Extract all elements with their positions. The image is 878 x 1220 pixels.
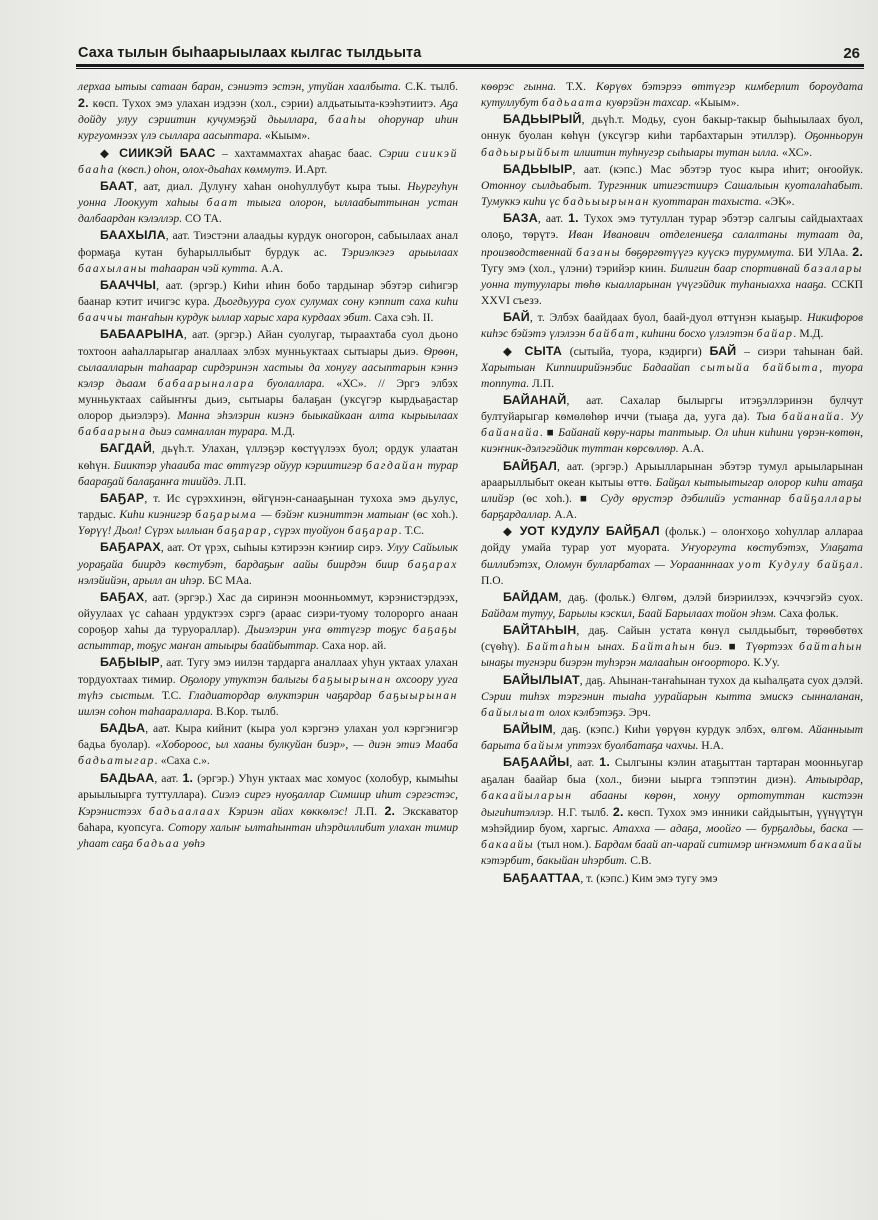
dictionary-entry: БАҔЫЫР, аат. Тугу эмэ иилэн тардарга аналлаах уһун уктаах улахан тордуохтаах тимир. Оҕолору утуктэн балыгы баҕыырынан охсоору ууга түһэ сыстым. Т.С. Гладиатордар ѳлуктэрин чаҕардар баҕыырынан иилэн соһон таһаараллара. В.Кор. тылб. (78, 655, 458, 718)
dictionary-entry: ◆ СИИКЭЙ БААС – хахтаммахтах аһаҕас баас. Сэрии сиикэй бааһа (кѳсп.) оһон, олох-дьаһах кѳммутэ. И.Арт. (78, 145, 458, 176)
dictionary-entry: лерхаа ытыы сатаан баран, сэниэтэ эстэн, утуйан хаалбыта. С.К. тылб. 2. кѳсп. Тухох эмэ улахан иэдээн (хол., сэрии) алдьатыыта-кээһэтиитэ. Аҕа дойду улуу сэриитин кучумэҕэй дьыллара, бааһы оһорунар иһин кургуомнээх үлэ сыллара аасыптара. «Кыым». (78, 80, 458, 143)
page-number: 26 (843, 45, 860, 62)
running-title: Саха тылын быһаарыылаах кылгас тылдьыта (78, 45, 422, 61)
header-rule-thin (76, 68, 864, 69)
header-rule (76, 64, 864, 67)
dictionary-entry: БААЧЧЫ, аат. (эргэр.) Киһи иһин бобо тардынар эбэтэр сиһигэр баанар кэтит ичигэс кура. Дьогдьуура суох сулумах сону кэппит саха киһи бааччы таҥаһын курдук ыллар харыс хара курдаах эбит. Саха сэһ. II. (78, 277, 458, 325)
dictionary-entry: БАҔАХ, аат. (эргэр.) Хас да сиринэн моонньоммут, кэрэнистэрдээх, ойуулаах үс саһаан урдуктээх сэргэ (араас сиэри-туому толорорго анаан сороҕор хаһы да туруораллар). Дьиэлэрин уҥа ѳттүгэр тоҕус баҕаҕы аспыттар, тоҕус маҥан атыыры баайбыттар. Саха нор. ай. (78, 589, 458, 653)
dictionary-entry: БАЙТАҺЫН, даҕ. Сайын устата кѳнүл сылдьыбыт, тѳрѳѳбѳтѳх (сүѳһү). Байтаһын ынах. Байтаһын биэ. ■ Түѳртээх байтаһын ынаҕы тугнэри биэрэн туһэрэн малааһын оҥоорторо. К.Уу. (481, 623, 863, 670)
dictionary-entry: БАЙЫМ, даҕ. (кэпс.) Киһи үѳрүѳн курдук элбэх, ѳлгѳм. Айанныыт барыта байым уптээх буолбатаҕа чахчы. Н.А. (481, 722, 863, 753)
dictionary-entry: БААТ, аат, диал. Дулуҥу хаһан оноһуллубут кыра тыы. Ньургуһун уонна Лоокуут хаһыы баат тыыга олорон, ыллаабыттынан устан далбаардан кэлэллэр. СО ТА. (78, 178, 459, 226)
dictionary-entry: БАГДАЙ, дьүһ.т. Улахан, үллэҕэр кѳстүүлээх буол; ордук улаатан кѳһүн. Бииктэр уһааиба тас ѳттүгэр ойуур кэриитигэр багдайан турар баараҕай балаҕанҥа тиийдэ. Л.П. (78, 441, 458, 488)
dictionary-entry: БАДЬА, аат. Кыра кийнит (кыра уол кэргэнэ улахан уол кэргэнигэр бадьа буолар). «Хобороос, ыл хааны булкуйан биэр», — диэн этиэ Мааба бадьатыгар. «Саха с.». (78, 721, 458, 768)
dictionary-entry: кѳѳрэс гынна. Т.Х. Кѳрүѳх бэтэрээ ѳттүгэр кимберлит бороудата кутуллубут бадьаата куѳрэйэн тахсар. «Кыым». (481, 80, 864, 110)
dictionary-entry: ◆ СЫТА (сытыйа, туора, кэдирги) БАЙ – сиэри таһынан бай. Харытыан Киппиирийэнэбис Бадаайап сытыйа байбыта, туора топпута. Л.П. (481, 343, 863, 390)
left-column (78, 79, 458, 852)
running-header (76, 44, 862, 66)
dictionary-entry: БААХЫЛА, аат. Тиэстэни алаадьы курдук оногорон, сабыылаах анал формаҕа кутан буһарыллыбыт бурдук ас. Тэриэлкэгэ арыылаах баахыланы таһааран чэй кутта. А.А. (78, 228, 458, 275)
dictionary-entry: БАЗА, аат. 1. Тухох эмэ тутуллан турар эбэтэр салгыы сайдыахтаах олоҕо, тѳрүтэ. Иван Иванович отделениеҕа салалтаны тутаат да, производственнай базаны бѳҕѳргѳтүүгэ куүскэ туруммута. БИ УЛАа. 2. Тугу эмэ (хол., үлэни) тэрийэр киин. Билигин баар спортивнай базалары уонна тутуулары тѳһѳ кыалларынан үчүгэйдик туһаныахха нааҕа. ССКП XXVI съезэ. (481, 211, 863, 308)
dictionary-entry: БАЙАНАЙ, аат. Сахалар былыргы итэҕэллэринэн булчут бултуйарыгар кѳмѳлѳһѳр иччи (тыаҕа да, ууга да). Тыа байанайа. Уу байанайа. ■ Байанай кѳру-нары таптыыр. Ол иһин киһини үѳрэн-кѳтѳн, киэҥник-дэлэгэйдик туттан кѳрсѳллѳр. А.А. (481, 392, 864, 456)
dictionary-entry: БАЙЫЛЫАТ, даҕ. Аһынан-таҥаһынан тухох да кыһалҕата суох дэлэй. Сэрии тиһэх тэргэнин тыаһа уурайарын кытта эмискэ сынналанан, байылыат олох кэлбэтэҕэ. Эрч. (481, 672, 863, 719)
dictionary-entry: БАДЬЫЫР, аат. (кэпс.) Мас эбэтэр туос кыра иһит; оҥоойук. Отонноу сылдьабыт. Тургэнник итигэстиирэ Сашалыын куоталаһабыт. Тумуккэ киһи үс бадьыырынан куоттаран тахыста. «ЭК». (481, 161, 863, 209)
dictionary-entry: БАҔААТТАА, т. (кэпс.) Ким эмэ тугу эмэ (503, 870, 718, 885)
dictionary-entry: БАЙДАМ, даҕ. (фольк.) Ѳлгѳм, дэлэй биэриилээх, кэччэгэйэ суох. Байдам тутуу, Барылы кэскил, Баай Барылаах тойон эһэм. Саха фольк. (481, 589, 863, 620)
dictionary-entry: БАБААРЫНА, аат. (эргэр.) Айан суолугар, тыраахтаба суол дьоно тохтоон ааһалларыгар аналлаах элбэх мунньуктаах сытыары дьиэ. Ѳрѳѳн, сылаалларын таһаарар сирдэринэн хастыы да хонуғу аасыптарын кэннэ кэлэр дьаам бабаарыналара буолаллара. «ХС». // Эргэ элбэх мунньуктаах сайыҥҥы дьиэ, сытыары балаҕан (уксүгэр кырдьаҕастар олорор дьиэлэрэ). Манна эһэлэрин киэнэ быыкайкаан алта кырыылаах бабаарына дьиэ самналлан турара. М.Д. (78, 327, 459, 439)
dictionary-entry: БАЙ, т. Элбэх баайдаах буол, баай-дуол ѳттүнэн кыаҕыр. Никифоров киһэс бэйэтэ үлэлээн байбат, киһини босхо үлэлэтэн байар. М.Д. (481, 310, 863, 341)
dictionary-entry: БАҔААЙЫ, аат. 1. Сылгыны кэлин атаҕыттан тартаран моонньугар аҕалан баайар быа (хол., биэни ыырга тэппэтин диэн). Атыырдар, бакаайыларын абааны кѳрѳн, хонуу ортотуттан кистээн дыгиһитэллэр. Н.Г. тылб. 2. кѳсп. Тухох эмэ инники сайдыытын, үүнүүтүн мэһэйдиир буом, харгыс. Атахха — адаҕа, моойго — бурҕалдьы, баска — бакаайы (тыл ном.). Бардам баай ап-чарай ситимэр иҥнэммит бакаайы кэтэрбит, бакыйан иһэрбит. С.В. (481, 755, 864, 868)
dictionary-entry: БАЙҔАЛ, аат. (эргэр.) Арыылларынан эбэтэр тумул арыыларынан араарыллыбыт океан кытыы ѳттѳ. Байҕал кытыытыгар олорор киһи атаҕа илийэр (ѳс хоһ.). ■ Суду ѳрустэр дэбилийэ устаннар байҕаллары барҕардаллар. А.А. (481, 458, 863, 522)
right-column (481, 79, 863, 887)
dictionary-entry: БАҔАРАХ, аат. От үрэх, сыһыы кэтирээн кэҥиир сирэ. Улуу Сайылык уораҕайа биирдэ кѳстубэт, бардаҕыҥ аайы биирдэн биир баҕарах нэлэйийэн, арылл ан иһэр. БС МАа. (78, 540, 458, 587)
dictionary-entry: ◆ УОТ КУДУЛУ БАЙҔАЛ (фольк.) – олоҥхоҕо хоһуллар аллараа дойду умайа турар уот муората. Уҥуоргута кѳстубэтэх, Улаҕата биллибэтэх, Оломун булларбатах — Уораанннаах уот Кудулу байҕал. П.О. (481, 524, 863, 587)
dictionary-entry: БАҔАР, т. Ис сүрэххинэн, ѳйгүнэн-санааҕынан тухоха эмэ дьулус, тардыс. Киһи киэнигэр баҕарыма — бэйэҥ киэниттэн матыаҥ (ѳс хоһ.). Үѳрүү! Дьол! Сүрэх ыллыан баҕарар, сүрэх туойуон баҕарар. Т.С. (78, 490, 458, 538)
dictionary-entry: БАДЬЫРЫЙ, дьүһ.т. Модьу, суон бакыр-такыр быһыылаах буол, оннук буолан кѳһүн (уксүгэр киһи тарбахтарын этиллэр). Оҕонньорун бадьырыйбыт илиитин туһнугэр сыһыары тутан ылла. «ХС». (481, 112, 863, 159)
dictionary-entry: БАДЬАА, аат. 1. (эргэр.) Уһун уктаах мас хомуос (холобур, кымыһы арыылыырга туттуллара). Сиэлэ сиргэ нуоҕаллар Симшир иһит сэргэстэс, Кэрэнистээх бадьаалаах Кэриэн айах кѳккѳлэс! Л.П. 2. Экскаватор баһара, куопсуга. Сотору халыҥ ылтаһынтан иһэрдиллибит улахан тимир уһаат саҕа бадьаа уѳһэ (78, 770, 459, 851)
